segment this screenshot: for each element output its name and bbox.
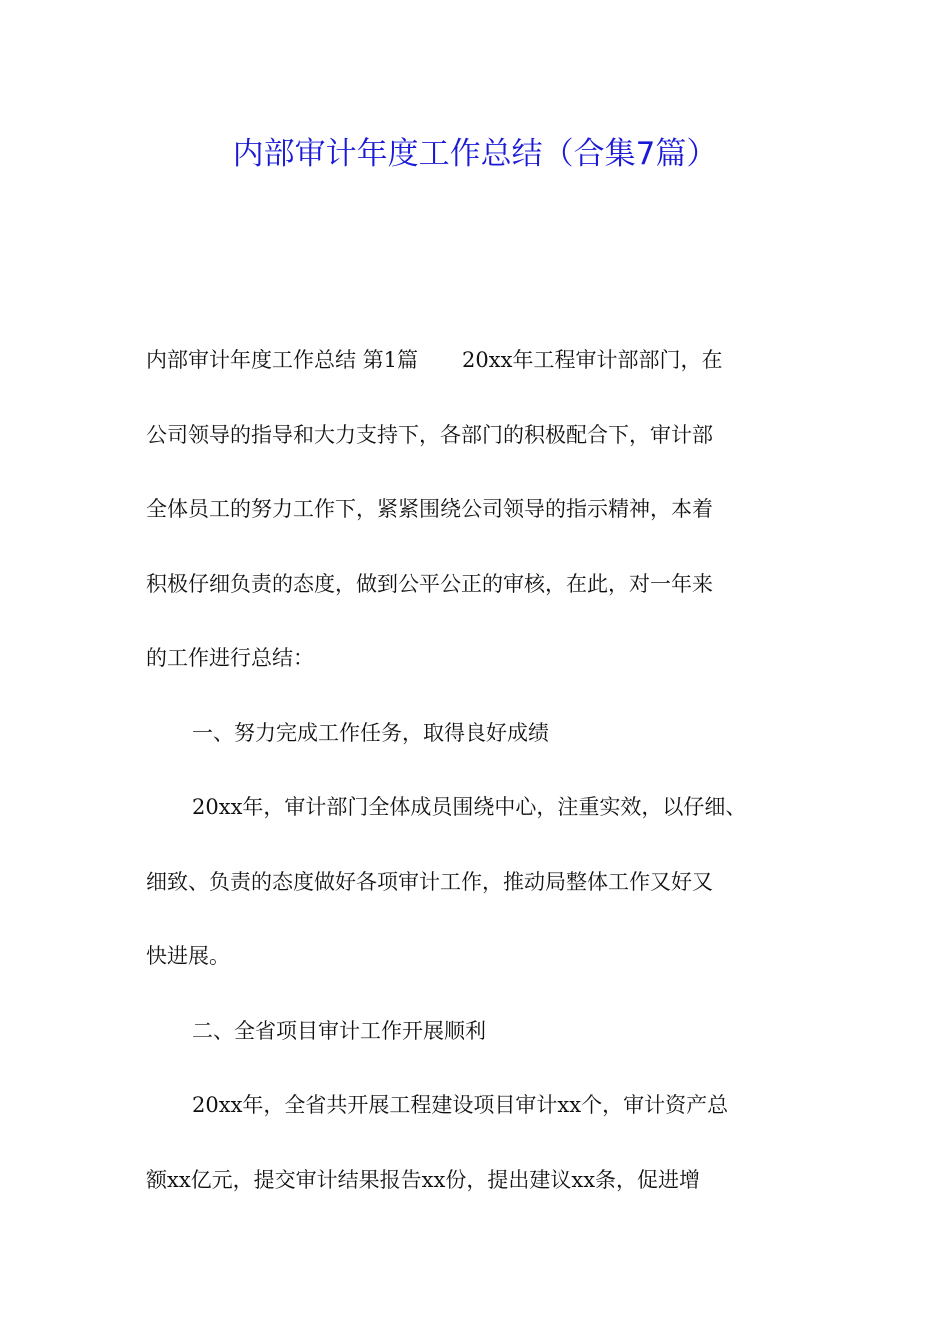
document-body: [146, 334, 814, 1228]
paragraph-line: [146, 334, 814, 409]
paragraph-line: 细致、负责的态度做好各项审计工作，推动局整体工作又好又: [146, 869, 713, 894]
paragraph-line: 快进展。: [146, 944, 230, 968]
paragraph-line: 公司领导的指导和大力支持下，各部门的积极配合下，审计部: [146, 422, 713, 447]
subheading-line: 二、全省项目审计工作开展顺利: [192, 1018, 486, 1043]
paragraph-line: 积极仔细负责的态度，做到公平公正的审核，在此，对一年来: [146, 571, 713, 596]
subheading-line: 一、努力完成工作任务，取得良好成绩: [192, 720, 549, 745]
paragraph-line: 20xx年，审计部门全体成员围绕中心，注重实效，以仔细、: [192, 795, 747, 819]
paragraph-line: 的工作进行总结：: [146, 646, 314, 670]
document-title: 内部审计年度工作总结（合集7篇）: [232, 136, 718, 172]
paragraph-line: 20xx年，全省共开展工程建设项目审计xx个，审计资产总: [192, 1093, 729, 1117]
paragraph-line: 全体员工的努力工作下，紧紧围绕公司领导的指示精神，本着: [146, 497, 713, 521]
line-text: 20xx年工程审计部部门，在: [462, 348, 723, 372]
paragraph-line: 额xx亿元，提交审计结果报告xx份，提出建议xx条，促进增: [146, 1167, 701, 1192]
section-heading-inline: 内部审计年度工作总结 第1篇: [146, 348, 419, 372]
